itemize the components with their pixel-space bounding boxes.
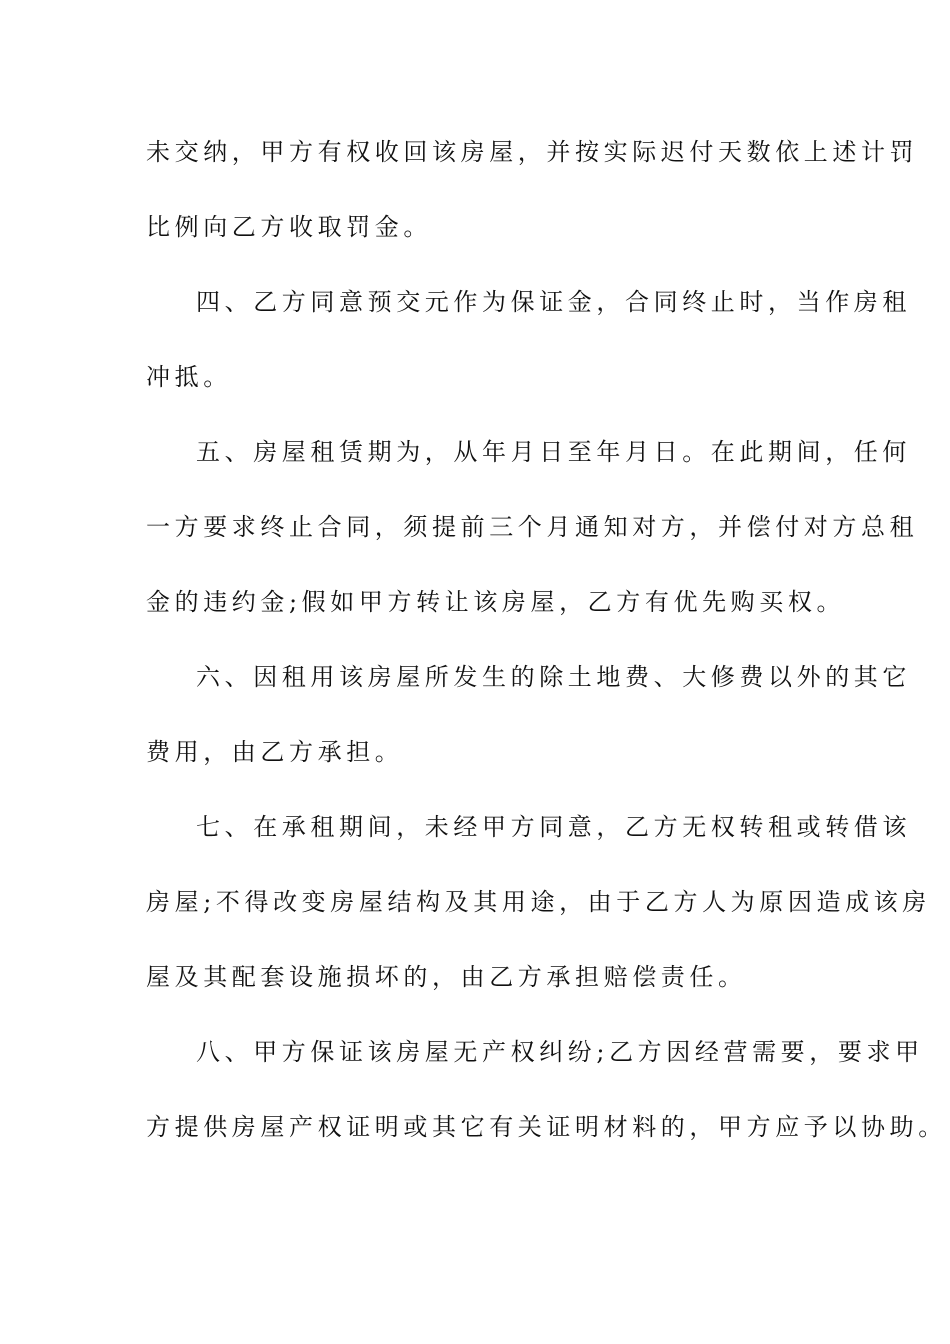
paragraph-seven-line: 七、在承租期间，未经甲方同意，乙方无权转租或转借该 — [196, 813, 911, 841]
text-line: 屋及其配套设施损坏的，由乙方承担赔偿责任。 — [146, 963, 747, 991]
text-line: 冲抵。 — [146, 363, 232, 391]
text-line: 方提供房屋产权证明或其它有关证明材料的，甲方应予以协助。 — [146, 1113, 947, 1141]
text-line: 比例向乙方收取罚金。 — [146, 213, 432, 241]
paragraph-four-line: 四、乙方同意预交元作为保证金，合同终止时，当作房租 — [196, 288, 911, 316]
text-line: 一方要求终止合同，须提前三个月通知对方，并偿付对方总租 — [146, 513, 919, 541]
text-line: 费用，由乙方承担。 — [146, 738, 404, 766]
paragraph-eight-line: 八、甲方保证该房屋无产权纠纷;乙方因经营需要，要求甲 — [196, 1038, 924, 1066]
text-line: 房屋;不得改变房屋结构及其用途，由于乙方人为原因造成该房 — [146, 888, 931, 916]
paragraph-six-line: 六、因租用该房屋所发生的除土地费、大修费以外的其它 — [196, 663, 911, 691]
paragraph-five-line: 五、房屋租赁期为，从年月日至年月日。在此期间，任何 — [196, 438, 911, 466]
text-line: 未交纳，甲方有权收回该房屋，并按实际迟付天数依上述计罚 — [146, 138, 919, 166]
text-line: 金的违约金;假如甲方转让该房屋，乙方有优先购买权。 — [146, 588, 846, 616]
